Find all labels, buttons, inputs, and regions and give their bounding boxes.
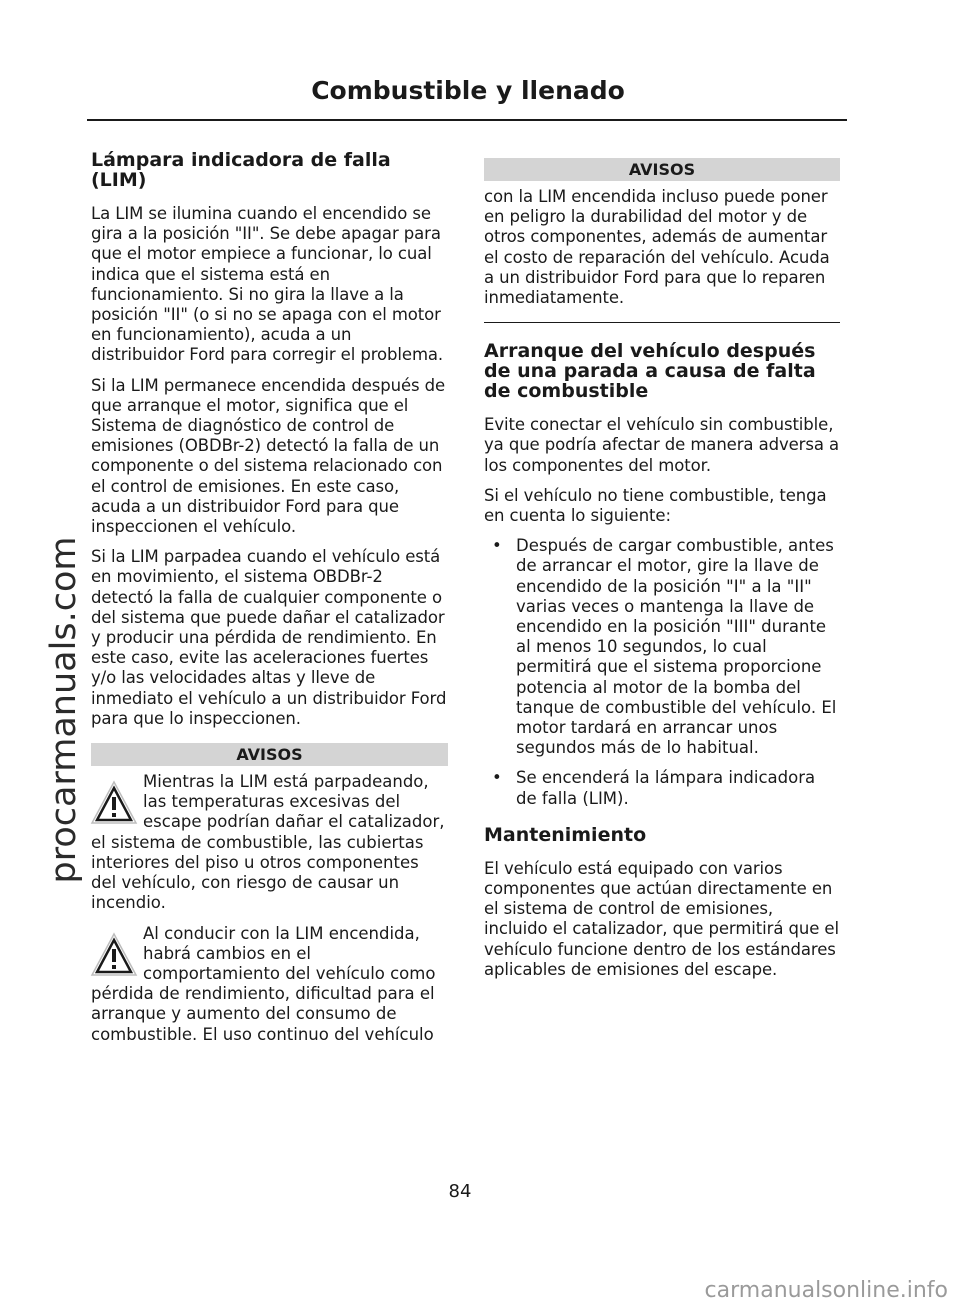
page-number: 84 xyxy=(448,1181,472,1202)
list-item-text: Se encenderá la lámpara indicadora de falla (LIM). xyxy=(516,768,816,808)
section-heading-maintenance: Mantenimiento xyxy=(484,823,647,846)
header-divider xyxy=(87,119,847,121)
section-heading-restart: Arranque del vehículo después de una parada a causa de falta de combustible xyxy=(484,340,816,403)
bullet-marker: • xyxy=(492,536,502,556)
bottom-watermark: carmanualsonline.info xyxy=(704,1278,948,1303)
warnings-header: AVISOS xyxy=(91,743,448,766)
warning-item xyxy=(91,772,448,913)
paragraph: Si el vehículo no tiene combustible, tenga en cuenta lo siguiente: xyxy=(484,485,827,526)
paragraph: Si la LIM parpadea cuando el vehículo está en movimiento, el sistema OBDBr-2 detectó la falla de cualquier componente o del sistema que puede dañar el catalizador y producir una pérdida de rendimiento. En este caso, evite las aceleraciones fuertes y/o las velocidades altas y lleve de inmediato el vehículo a un distribuidor Ford para que lo inspeccionen. xyxy=(91,547,447,728)
list-item xyxy=(484,536,840,758)
bullet-list xyxy=(484,536,840,809)
warning-triangle-icon xyxy=(89,778,139,828)
page-title: Combustible y llenado xyxy=(311,76,625,105)
section-heading-lim: Lámpara indicadora de falla (LIM) xyxy=(91,149,391,191)
warning-item xyxy=(91,924,448,1045)
side-watermark-text: procarmanuals.com xyxy=(44,536,84,884)
warning-text: Al conducir con la LIM encendida, habrá cambios en el comportamiento del vehículo como pérdida de rendimiento, dificultad para el arranque y aumento del consumo de combustible. El uso continuo del vehículo xyxy=(91,923,436,1044)
paragraph: La LIM se ilumina cuando el encendido se gira a la posición "II". Se debe apagar para que el motor empiece a funcionar, lo cual indica que el sistema está en funcionamiento. Si no gira la llave a la posición "II" (o si no se apaga con el motor en funcionamiento), acuda a un distribuidor Ford para corregir el problema. xyxy=(91,204,444,365)
warning-text: Mientras la LIM está parpadeando, las temperaturas excesivas del escape podrían dañar el catalizador, el sistema de combustible, las cubiertas interiores del piso u otros componentes del vehículo, con riesgo de causar un incendio. xyxy=(91,772,445,913)
warning-continued-text: con la LIM encendida incluso puede poner en peligro la durabilidad del motor y de otros componentes, además de aumentar el costo de reparación del vehículo. Acuda a un distribuidor Ford para que lo reparen inmediatamente. xyxy=(484,187,830,308)
paragraph: Evite conectar el vehículo sin combustible, ya que podría afectar de manera adversa a los componentes del motor. xyxy=(484,415,840,475)
list-item xyxy=(484,768,840,808)
side-watermark xyxy=(34,500,94,920)
list-item-text: Después de cargar combustible, antes de arrancar el motor, gire la llave de encendido de la posición "I" a la "II" varias veces o mantenga la llave de encendido en la posición "III" durante al menos 10 segundos, lo cual permitirá que el sistema proporcione potencia al motor de la bomba del tanque de combustible del vehículo. El motor tardará en arrancar unos segundos más de lo habitual. xyxy=(516,536,837,758)
bullet-marker: • xyxy=(492,768,502,788)
section-divider xyxy=(484,322,840,323)
right-column xyxy=(484,158,840,990)
warnings-header: AVISOS xyxy=(484,158,840,181)
left-column xyxy=(91,150,448,1055)
warning-triangle-icon xyxy=(89,930,139,980)
paragraph: Si la LIM permanece encendida después de que arranque el motor, significa que el Sistema de diagnóstico de control de emisiones (OBDBr-2) detectó la falla de un componente o del sistema relacionado con el control de emisiones. En este caso, acuda a un distribuidor Ford para que inspeccionen el vehículo. xyxy=(91,375,446,537)
paragraph: El vehículo está equipado con varios componentes que actúan directamente en el sistema de control de emisiones, incluido el catalizador, que permitirá que el vehículo funcione dentro de los estándares aplicables de emisiones del escape. xyxy=(484,858,839,979)
